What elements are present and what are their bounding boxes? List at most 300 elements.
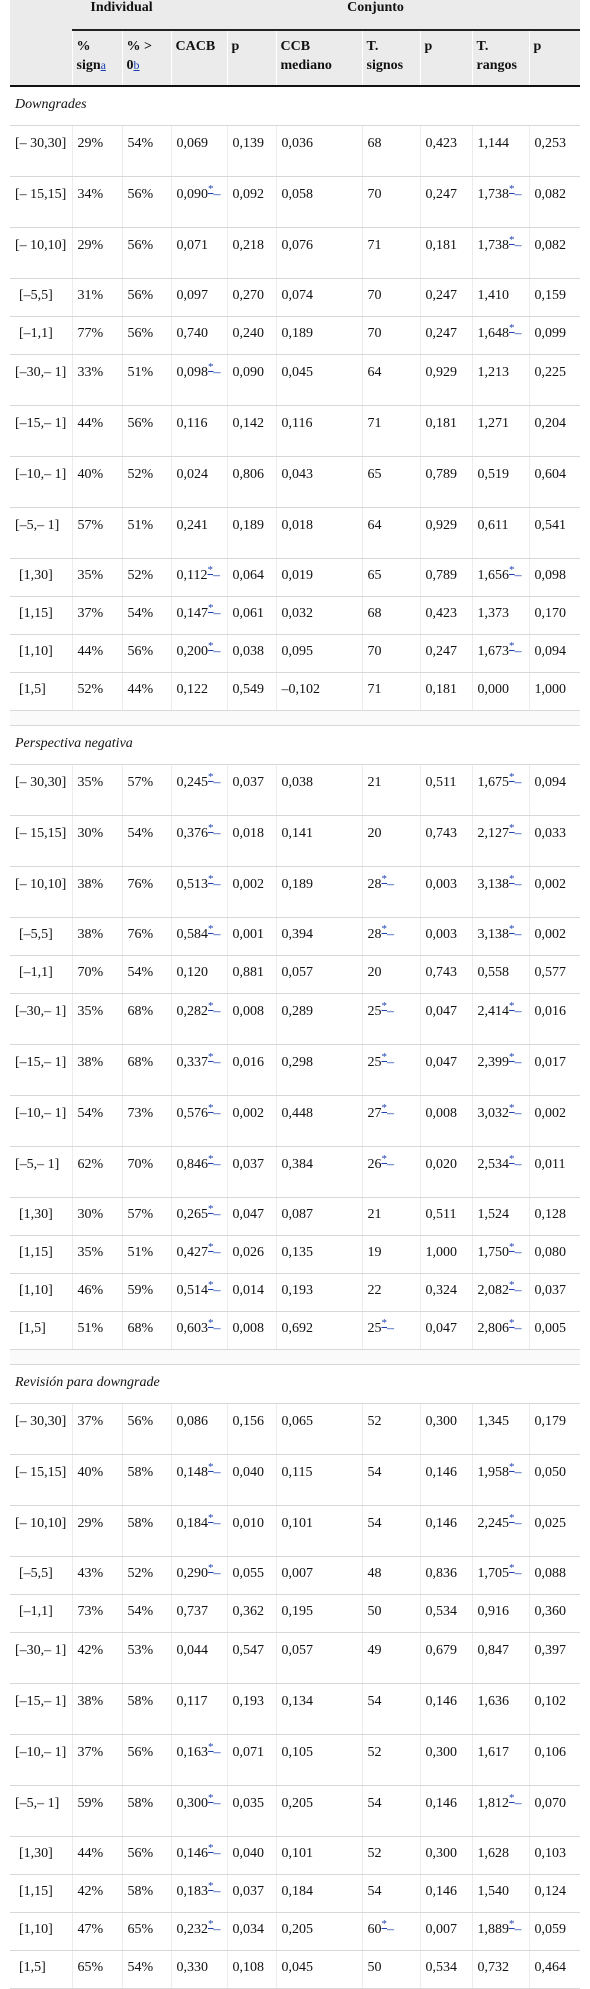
table-row (10, 228, 580, 279)
cell-value: 1,673 (477, 644, 510, 659)
value-cell: 0,058 (276, 177, 362, 228)
value-cell: 0,298 (276, 1045, 362, 1096)
value-cell: 0,007 (420, 1913, 472, 1951)
value-cell (472, 1096, 529, 1147)
value-cell: 51% (122, 355, 171, 406)
value-cell: 0,511 (420, 765, 472, 816)
significance-mark[interactable]: * (208, 822, 214, 834)
significance-mark[interactable]: * (208, 1512, 214, 1524)
window-cell: [– 30,30] (10, 1404, 72, 1455)
table-row (10, 673, 580, 711)
value-cell: 0,106 (529, 1735, 580, 1786)
value-cell: 0,146 (420, 1506, 472, 1557)
value-cell: 0,218 (227, 228, 276, 279)
significance-dash: – (514, 1283, 522, 1298)
value-cell: 0,047 (420, 994, 472, 1045)
significance-mark[interactable]: * (208, 1203, 214, 1215)
significance-mark[interactable]: * (208, 771, 214, 783)
significance-mark[interactable]: * (509, 1512, 515, 1524)
window-cell: [– 15,15] (10, 1455, 72, 1506)
value-cell (362, 867, 420, 918)
value-cell (171, 355, 227, 406)
section-spacer (10, 1350, 580, 1365)
value-cell (362, 1096, 420, 1147)
value-cell: 0,094 (529, 765, 580, 816)
significance-dash: – (213, 1566, 221, 1581)
value-cell: 65 (362, 559, 420, 597)
significance-mark[interactable]: * (381, 1918, 388, 1930)
significance-mark[interactable]: * (509, 1562, 515, 1574)
value-cell: 0,044 (171, 1633, 227, 1684)
significance-mark[interactable]: * (381, 1153, 388, 1165)
window-cell: [– 30,30] (10, 765, 72, 816)
value-cell: 0,040 (227, 1837, 276, 1875)
significance-mark[interactable]: * (509, 1102, 515, 1114)
significance-mark[interactable]: * (509, 234, 515, 246)
value-cell: 35% (72, 1236, 122, 1274)
value-cell: 0,204 (529, 406, 580, 457)
significance-mark[interactable]: * (208, 1241, 214, 1253)
value-cell (472, 177, 529, 228)
cell-value: 60 (367, 1922, 382, 1937)
section-title-row (10, 86, 580, 126)
value-cell: 0,134 (276, 1684, 362, 1735)
significance-mark[interactable]: * (509, 1000, 515, 1012)
significance-mark[interactable]: * (208, 1153, 214, 1165)
value-cell: 0,101 (276, 1506, 362, 1557)
significance-mark[interactable]: * (509, 1279, 515, 1291)
significance-mark[interactable]: * (509, 1317, 515, 1329)
significance-mark[interactable]: * (509, 1792, 515, 1804)
significance-mark[interactable]: * (208, 1000, 214, 1012)
value-cell: 0,007 (276, 1557, 362, 1595)
value-cell (171, 765, 227, 816)
value-cell: 0,240 (227, 317, 276, 355)
significance-dash: – (213, 1283, 221, 1298)
significance-mark[interactable]: * (509, 564, 515, 576)
value-cell: 0,289 (276, 994, 362, 1045)
value-cell: 52% (122, 559, 171, 597)
value-cell: 1,524 (472, 1198, 529, 1236)
table-row (10, 1735, 580, 1786)
table-row (10, 1557, 580, 1595)
value-cell: 44% (72, 635, 122, 673)
window-cell: [1,30] (10, 1198, 72, 1236)
significance-dash: – (213, 1321, 221, 1336)
significance-dash: – (514, 1004, 522, 1019)
section-title-row (10, 726, 580, 765)
significance-mark[interactable]: * (381, 1000, 388, 1012)
value-cell: 70 (362, 177, 420, 228)
value-cell: 0,040 (227, 1455, 276, 1506)
significance-mark[interactable]: * (509, 322, 515, 334)
value-cell: 0,141 (276, 816, 362, 867)
cell-value: 26 (367, 1157, 382, 1172)
value-cell: 0,916 (472, 1595, 529, 1633)
significance-mark[interactable]: * (208, 1317, 214, 1329)
value-cell: 0,847 (472, 1633, 529, 1684)
value-cell: 0,181 (420, 673, 472, 711)
cell-value: 0,098 (176, 365, 209, 380)
value-cell: 0,037 (227, 1147, 276, 1198)
significance-mark[interactable]: * (208, 1792, 214, 1804)
value-cell: 0,384 (276, 1147, 362, 1198)
value-cell: 62% (72, 1147, 122, 1198)
window-cell: [–5,– 1] (10, 1786, 72, 1837)
value-cell: 0,064 (227, 559, 276, 597)
value-cell: 0,002 (529, 1096, 580, 1147)
significance-dash: – (387, 1055, 395, 1070)
value-cell: 68 (362, 126, 420, 177)
significance-dash: – (213, 365, 221, 380)
value-cell (472, 816, 529, 867)
significance-mark[interactable]: * (381, 1317, 388, 1329)
value-cell: 0,740 (171, 317, 227, 355)
value-cell: 1,000 (420, 1236, 472, 1274)
value-cell: 73% (72, 1595, 122, 1633)
value-cell (472, 1312, 529, 1350)
significance-dash: – (213, 1055, 221, 1070)
significance-mark[interactable]: * (381, 873, 388, 885)
value-cell: 0,146 (420, 1455, 472, 1506)
value-cell (171, 597, 227, 635)
value-cell: 0,001 (227, 918, 276, 956)
value-cell: 0,011 (529, 1147, 580, 1198)
value-cell (171, 1274, 227, 1312)
table-row (10, 317, 580, 355)
value-cell: 19 (362, 1236, 420, 1274)
value-cell (171, 1875, 227, 1913)
value-cell (171, 867, 227, 918)
cell-value: 1,958 (477, 1465, 510, 1480)
value-cell: 0,002 (227, 867, 276, 918)
window-cell: [– 30,30] (10, 126, 72, 177)
footnote-link[interactable]: b (133, 58, 140, 72)
significance-mark[interactable]: * (208, 1562, 214, 1574)
value-cell (362, 918, 420, 956)
cell-value: 0,148 (176, 1465, 209, 1480)
significance-dash: – (213, 877, 221, 892)
cell-value: 0,576 (176, 1106, 209, 1121)
value-cell: 0,061 (227, 597, 276, 635)
significance-mark[interactable]: * (208, 1842, 214, 1854)
significance-mark[interactable]: * (208, 1918, 214, 1930)
significance-mark[interactable]: * (208, 1880, 214, 1892)
value-cell: 1,345 (472, 1404, 529, 1455)
value-cell: 58% (122, 1875, 171, 1913)
value-cell: 35% (72, 765, 122, 816)
value-cell: 58% (122, 1455, 171, 1506)
value-cell: 0,105 (276, 1735, 362, 1786)
significance-dash: – (213, 1922, 221, 1937)
value-cell (171, 1735, 227, 1786)
table-row (10, 918, 580, 956)
header-window (10, 30, 72, 86)
value-cell: 0,037 (227, 1875, 276, 1913)
significance-dash: – (387, 1157, 395, 1172)
value-cell: 0,330 (171, 1951, 227, 1989)
window-cell: [–1,1] (10, 1595, 72, 1633)
significance-mark[interactable]: * (208, 183, 214, 195)
cell-value: 2,245 (477, 1516, 510, 1531)
value-cell: 0,002 (227, 1096, 276, 1147)
window-cell: [– 15,15] (10, 177, 72, 228)
window-cell: [–5,5] (10, 918, 72, 956)
value-cell: 1,636 (472, 1684, 529, 1735)
value-cell: 0,181 (420, 406, 472, 457)
cell-value: 3,138 (477, 927, 510, 942)
value-cell: 21 (362, 765, 420, 816)
value-cell: 0,300 (420, 1404, 472, 1455)
table-row (10, 1147, 580, 1198)
window-cell: [– 15,15] (10, 816, 72, 867)
window-cell: [–15,– 1] (10, 406, 72, 457)
value-cell: 52% (122, 1557, 171, 1595)
cell-value: 2,127 (477, 826, 510, 841)
cell-value: 0,200 (176, 644, 209, 659)
value-cell: 0,929 (420, 508, 472, 559)
cell-value: 0,290 (176, 1566, 209, 1581)
significance-mark[interactable]: * (509, 1153, 515, 1165)
significance-mark[interactable]: * (509, 822, 515, 834)
significance-mark[interactable]: * (207, 564, 213, 576)
value-cell (472, 1045, 529, 1096)
table-row (10, 508, 580, 559)
value-cell: 65% (122, 1913, 171, 1951)
window-cell: [1,15] (10, 597, 72, 635)
value-cell: 29% (72, 126, 122, 177)
value-cell (362, 1045, 420, 1096)
table-row (10, 559, 580, 597)
value-cell: 0,362 (227, 1595, 276, 1633)
value-cell: 56% (122, 228, 171, 279)
table-row (10, 994, 580, 1045)
significance-dash: – (213, 568, 220, 583)
value-cell: 57% (72, 508, 122, 559)
value-cell: 0,179 (529, 1404, 580, 1455)
value-cell: 20 (362, 956, 420, 994)
value-cell (171, 1913, 227, 1951)
value-cell: 0,003 (420, 918, 472, 956)
significance-mark[interactable]: * (208, 923, 214, 935)
significance-dash: – (213, 1465, 221, 1480)
cell-value: 0,265 (176, 1207, 209, 1222)
value-cell: 0,050 (529, 1455, 580, 1506)
value-cell: 68% (122, 994, 171, 1045)
value-cell: 0,026 (227, 1236, 276, 1274)
value-cell: 0,881 (227, 956, 276, 994)
table-row (10, 1595, 580, 1633)
significance-mark[interactable]: * (509, 1461, 515, 1473)
value-cell: 0,047 (420, 1045, 472, 1096)
value-cell: 0,139 (227, 126, 276, 177)
value-cell (472, 765, 529, 816)
value-cell: 0,241 (171, 508, 227, 559)
value-cell: 0,000 (472, 673, 529, 711)
value-cell: 0,071 (227, 1735, 276, 1786)
value-cell: 50 (362, 1595, 420, 1633)
significance-dash: – (514, 1245, 522, 1260)
significance-mark[interactable]: * (208, 1279, 214, 1291)
value-cell: 0,018 (227, 816, 276, 867)
value-cell: 0,464 (529, 1951, 580, 1989)
significance-mark[interactable]: * (208, 361, 214, 373)
value-cell (472, 1455, 529, 1506)
value-cell: 70% (72, 956, 122, 994)
value-cell: 0,037 (227, 765, 276, 816)
significance-mark[interactable]: * (381, 1102, 388, 1114)
value-cell: 0,065 (276, 1404, 362, 1455)
significance-mark[interactable]: * (208, 1102, 214, 1114)
significance-dash: – (213, 1207, 221, 1222)
value-cell: 43% (72, 1557, 122, 1595)
significance-mark[interactable]: * (509, 640, 515, 652)
value-cell: 54 (362, 1875, 420, 1913)
value-cell (472, 1236, 529, 1274)
window-cell: [1,30] (10, 1837, 72, 1875)
significance-mark[interactable]: * (208, 640, 214, 652)
value-cell: 0,577 (529, 956, 580, 994)
value-cell: 0,070 (529, 1786, 580, 1837)
value-cell: 0,074 (276, 279, 362, 317)
value-cell (472, 1913, 529, 1951)
significance-dash: – (387, 1922, 395, 1937)
significance-mark[interactable]: * (381, 923, 388, 935)
window-cell: [–10,– 1] (10, 457, 72, 508)
value-cell: 0,002 (529, 918, 580, 956)
significance-dash: – (514, 1922, 522, 1937)
significance-dash: – (514, 644, 522, 659)
value-cell: 52 (362, 1404, 420, 1455)
value-cell: 33% (72, 355, 122, 406)
value-cell: 71 (362, 406, 420, 457)
table-row (10, 279, 580, 317)
cell-value: 1,648 (477, 326, 510, 341)
window-cell: [– 10,10] (10, 228, 72, 279)
value-cell: 0,008 (227, 1312, 276, 1350)
value-cell: 0,047 (420, 1312, 472, 1350)
value-cell: 0,101 (276, 1837, 362, 1875)
significance-dash: – (514, 1516, 522, 1531)
value-cell: 68% (122, 1045, 171, 1096)
value-cell: 22 (362, 1274, 420, 1312)
value-cell: 59% (122, 1274, 171, 1312)
value-cell: 59% (72, 1786, 122, 1837)
value-cell: 51% (122, 508, 171, 559)
significance-mark[interactable]: * (509, 1241, 515, 1253)
section-title: Perspectiva negativa (10, 726, 580, 765)
cell-value: 25 (367, 1055, 382, 1070)
value-cell: 52% (72, 673, 122, 711)
value-cell: 57% (122, 1198, 171, 1236)
value-cell (362, 1913, 420, 1951)
value-cell: 0,679 (420, 1633, 472, 1684)
value-cell: 38% (72, 918, 122, 956)
significance-mark[interactable]: * (509, 183, 515, 195)
value-cell: 57% (122, 765, 171, 816)
significance-dash: – (514, 238, 522, 253)
value-cell: 0,036 (276, 126, 362, 177)
value-cell: 0,035 (227, 1786, 276, 1837)
window-cell: [–1,1] (10, 317, 72, 355)
value-cell: 0,159 (529, 279, 580, 317)
value-cell: 0,002 (529, 867, 580, 918)
value-cell: 54 (362, 1786, 420, 1837)
significance-mark[interactable]: * (509, 1918, 515, 1930)
value-cell: 64 (362, 508, 420, 559)
value-cell (171, 1198, 227, 1236)
group-header-conjunto: Conjunto (171, 0, 580, 30)
window-cell: [– 10,10] (10, 867, 72, 918)
significance-dash: – (213, 1516, 221, 1531)
cell-value: 1,738 (477, 187, 510, 202)
cell-value: 0,846 (176, 1157, 209, 1172)
value-cell: 1,213 (472, 355, 529, 406)
value-cell: 58% (122, 1786, 171, 1837)
value-cell: 0,025 (529, 1506, 580, 1557)
column-header-label: T. signos (366, 39, 404, 73)
significance-mark[interactable]: * (208, 1051, 214, 1063)
value-cell: 0,033 (529, 816, 580, 867)
value-cell (171, 177, 227, 228)
significance-mark[interactable]: * (509, 873, 515, 885)
value-cell: 40% (72, 457, 122, 508)
cell-value: 2,534 (477, 1157, 510, 1172)
value-cell: 0,102 (529, 1684, 580, 1735)
value-cell: 49 (362, 1633, 420, 1684)
significance-mark[interactable]: * (509, 923, 515, 935)
value-cell: 56% (122, 1735, 171, 1786)
significance-mark[interactable]: * (381, 1051, 388, 1063)
value-cell: 0,270 (227, 279, 276, 317)
value-cell: 56% (122, 317, 171, 355)
footnote-link[interactable]: a (100, 58, 106, 72)
results-table (10, 0, 580, 1989)
value-cell: 44% (122, 673, 171, 711)
column-header-label: % > 0 (126, 39, 152, 73)
value-cell: 0,116 (171, 406, 227, 457)
value-cell: 0,142 (227, 406, 276, 457)
value-cell: 0,394 (276, 918, 362, 956)
significance-mark[interactable]: * (208, 873, 214, 885)
value-cell: 0,090 (227, 355, 276, 406)
value-cell: 54% (122, 126, 171, 177)
significance-dash: – (514, 1465, 522, 1480)
value-cell: 0,043 (276, 457, 362, 508)
value-cell: 76% (122, 867, 171, 918)
value-cell: 0,547 (227, 1633, 276, 1684)
significance-mark[interactable]: * (208, 602, 214, 614)
value-cell: 0,071 (171, 228, 227, 279)
column-header-label: p (424, 39, 433, 54)
window-cell: [1,15] (10, 1236, 72, 1274)
value-cell (171, 1506, 227, 1557)
table-row (10, 1096, 580, 1147)
value-cell: 0,743 (420, 956, 472, 994)
significance-mark[interactable]: * (509, 1051, 515, 1063)
value-cell: 0,018 (276, 508, 362, 559)
significance-mark[interactable]: * (208, 1741, 214, 1753)
value-cell: 0,423 (420, 597, 472, 635)
significance-mark[interactable]: * (509, 771, 515, 783)
value-cell: 48 (362, 1557, 420, 1595)
table-row (10, 355, 580, 406)
table-row (10, 1875, 580, 1913)
value-cell: 0,423 (420, 126, 472, 177)
value-cell: 21 (362, 1198, 420, 1236)
column-header (227, 30, 276, 86)
significance-mark[interactable]: * (208, 1461, 214, 1473)
